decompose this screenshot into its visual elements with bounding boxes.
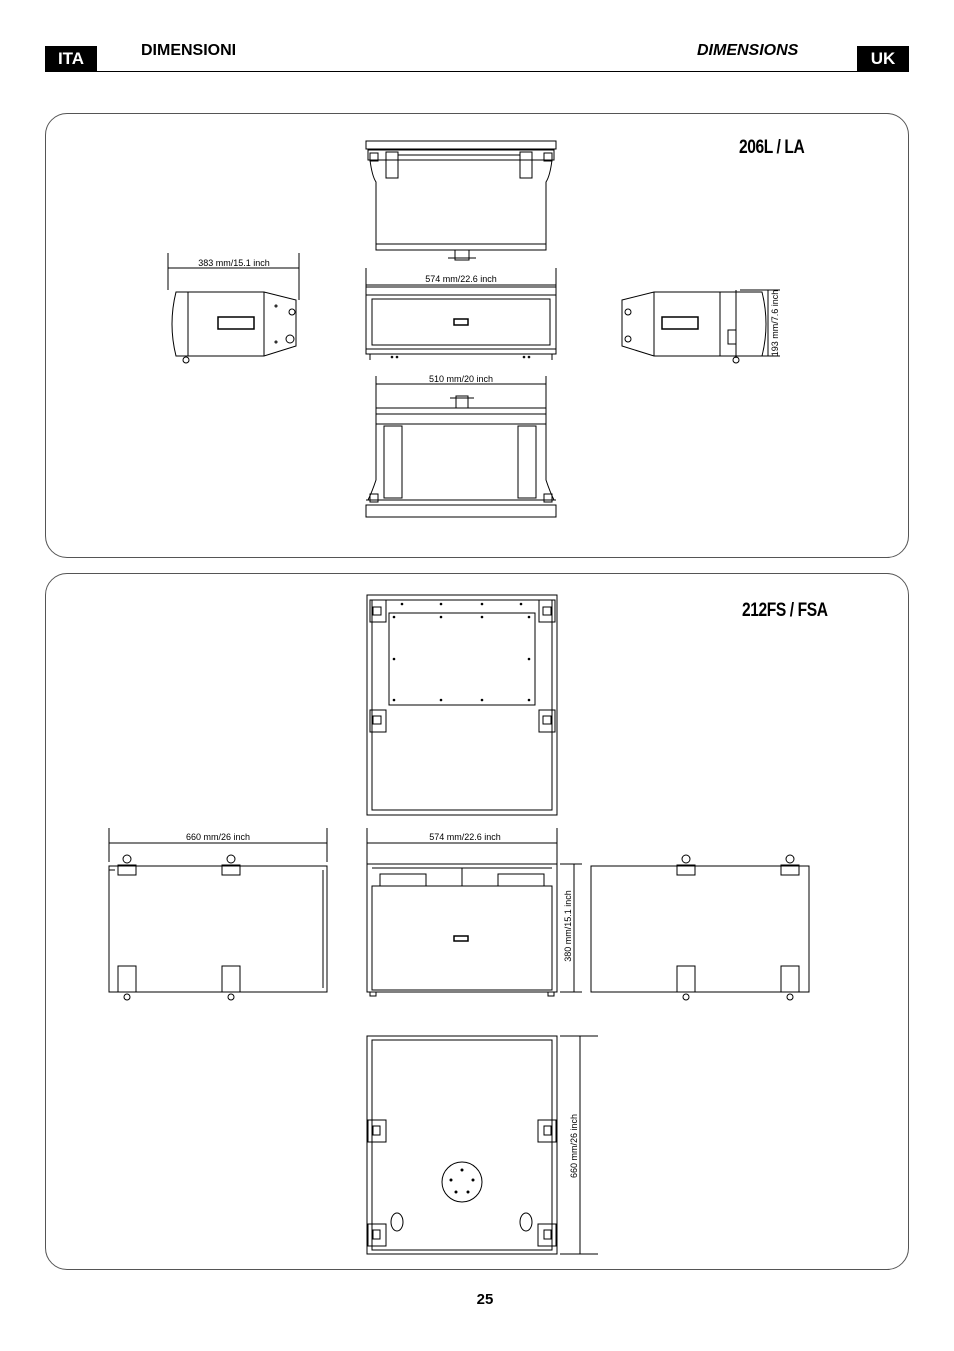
drawing-206l-right-side bbox=[622, 290, 766, 363]
drawing-206l-top-view bbox=[366, 141, 556, 260]
drawing-206l-bottom-view bbox=[366, 396, 556, 517]
dimension-212fs-bottom-depth bbox=[560, 1036, 598, 1254]
drawing-212fs-front-view bbox=[367, 864, 557, 996]
drawing-212fs-bottom-bolts bbox=[450, 1169, 475, 1194]
drawing-206l-front-view bbox=[366, 287, 556, 360]
dim-label-206l-bottom-width: 510 mm/20 inch bbox=[428, 374, 494, 384]
dim-label-212fs-height: 380 mm/15.1 inch bbox=[563, 890, 573, 962]
title-italian: DIMENSIONI bbox=[141, 42, 237, 59]
drawing-212fs-bottom-view bbox=[367, 1036, 557, 1254]
dim-label-206l-depth: 383 mm/15.1 inch bbox=[198, 258, 270, 268]
model-title-206l: 206L / LA bbox=[739, 137, 805, 158]
drawing-212fs-top-view bbox=[367, 595, 557, 815]
dim-label-212fs-bottom-depth: 660 mm/26 inch bbox=[569, 1113, 579, 1179]
dim-label-206l-height: 193 mm/7.6 inch bbox=[770, 289, 780, 357]
dim-label-212fs-width: 574 mm/22.6 inch bbox=[429, 832, 501, 842]
lang-tag-uk: UK bbox=[857, 46, 909, 72]
dim-label-206l-width: 574 mm/22.6 inch bbox=[425, 274, 497, 284]
title-english: DIMENSIONS bbox=[697, 42, 799, 59]
page-number: 25 bbox=[476, 1291, 494, 1308]
drawing-212fs-top-bolts bbox=[393, 603, 531, 702]
lang-tag-ita: ITA bbox=[45, 46, 97, 72]
drawing-206l-left-side bbox=[172, 292, 296, 363]
model-title-212fs: 212FS / FSA bbox=[742, 600, 828, 621]
dim-label-212fs-depth: 660 mm/26 inch bbox=[185, 832, 251, 842]
drawing-212fs-left-side bbox=[109, 855, 327, 1000]
drawing-212fs-right-side bbox=[591, 855, 809, 1000]
